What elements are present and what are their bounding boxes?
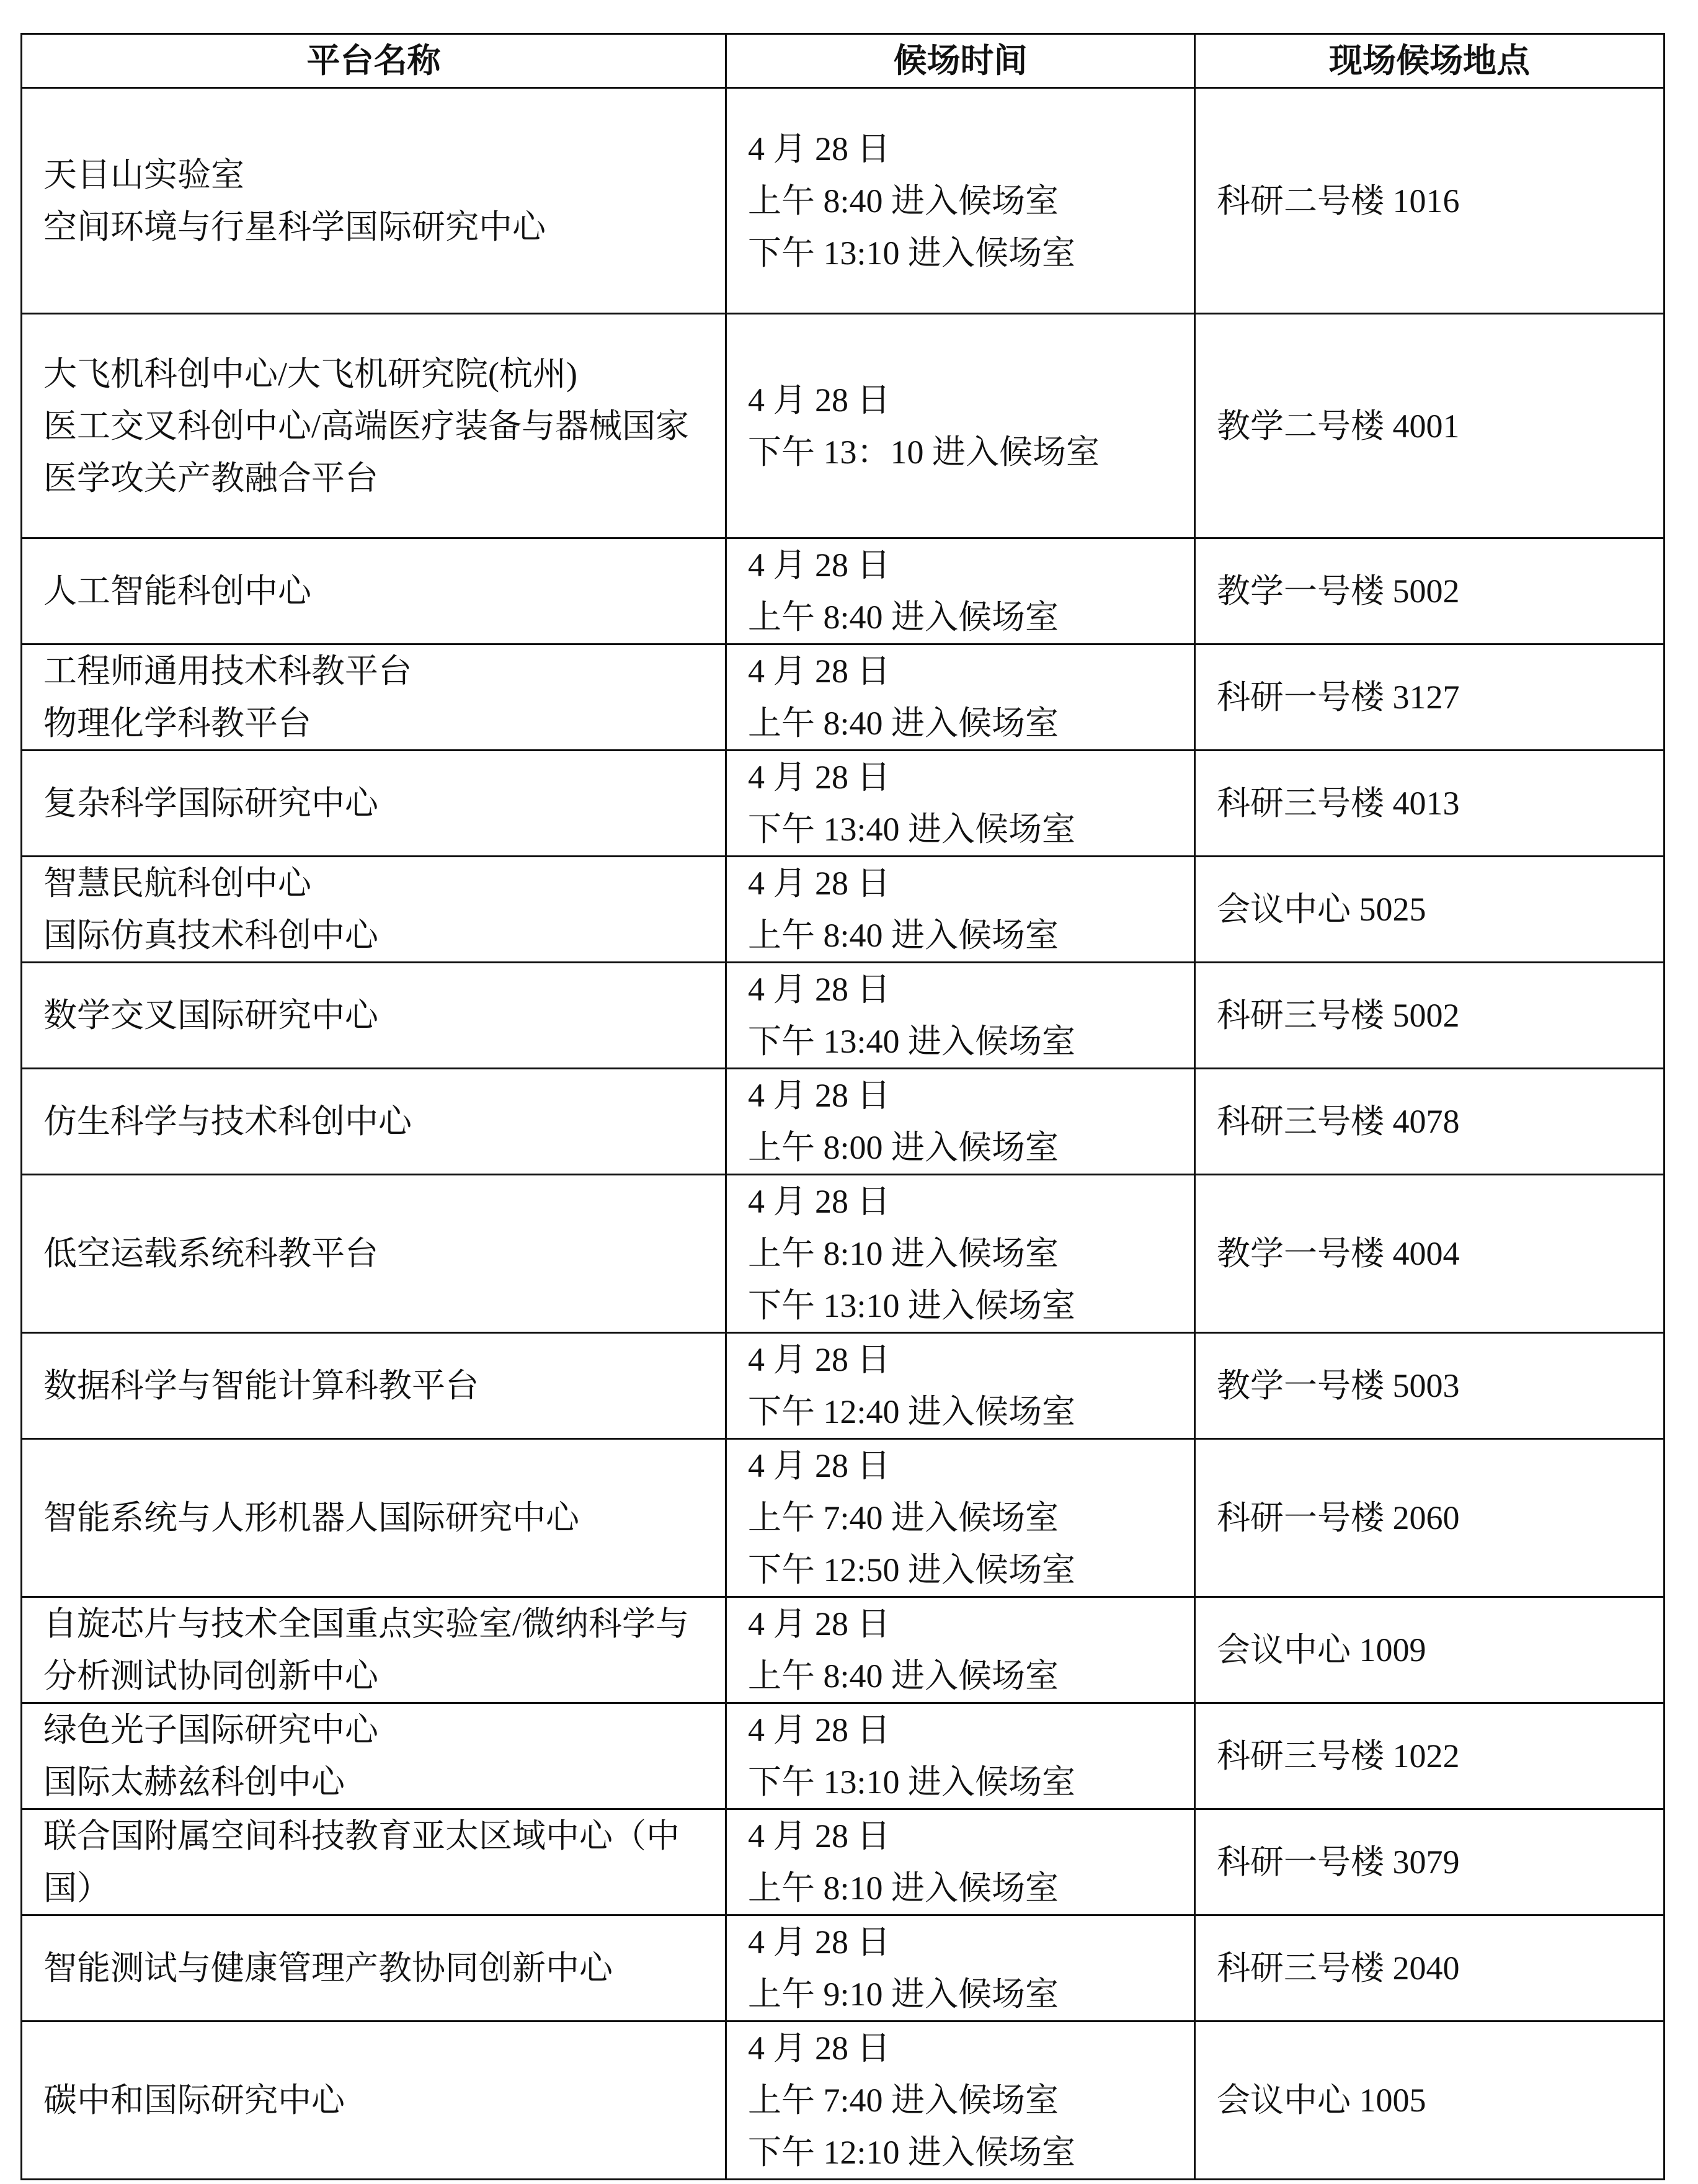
waiting-time-cell-line: 下午 12:10 进入候场室: [748, 2134, 1076, 2171]
waiting-time-cell-line: 4 月 28 日: [748, 865, 891, 902]
waiting-location-cell-line: 科研一号楼 3127: [1217, 679, 1460, 716]
table-row: [22, 1439, 1665, 1597]
header-waiting-location: 现场候场地点: [1195, 34, 1665, 88]
waiting-time-cell-line: 下午 13:10 进入候场室: [748, 234, 1076, 272]
waiting-time-cell-line: 上午 8:00 进入候场室: [748, 1129, 1059, 1166]
waiting-time-cell-line: 上午 8:40 进入候场室: [748, 599, 1059, 636]
waiting-time-cell-line: 上午 8:10 进入候场室: [748, 1235, 1059, 1272]
waiting-time-cell: [726, 1809, 1195, 1915]
waiting-location-cell: [1195, 1597, 1665, 1703]
table-row: [22, 2021, 1665, 2180]
table-row: [22, 1915, 1665, 2021]
platform-name-cell: [22, 751, 726, 857]
waiting-location-cell-line: 会议中心 1005: [1217, 2082, 1426, 2119]
waiting-time-cell-line: 4 月 28 日: [748, 1817, 891, 1855]
platform-name-cell-line: 智能系统与人形机器人国际研究中心: [43, 1499, 579, 1536]
waiting-time-cell: [726, 1333, 1195, 1439]
waiting-time-cell-line: 上午 8:10 进入候场室: [748, 1870, 1059, 1907]
table-row: [22, 88, 1665, 314]
waiting-time-cell: [726, 751, 1195, 857]
waiting-time-cell-line: 4 月 28 日: [748, 971, 891, 1008]
waiting-time-cell-line: 4 月 28 日: [748, 1183, 891, 1220]
platform-name-cell-line: 数据科学与智能计算科教平台: [43, 1367, 479, 1404]
waiting-time-cell: [726, 1915, 1195, 2021]
waiting-time-cell-line: 下午 13：10 进入候场室: [748, 433, 1100, 471]
platform-name-cell: [22, 1915, 726, 2021]
waiting-location-cell: [1195, 1809, 1665, 1915]
waiting-time-cell: [726, 963, 1195, 1069]
platform-name-cell-line: 空间环境与行星科学国际研究中心: [43, 208, 546, 246]
platform-name-cell: [22, 1703, 726, 1809]
waiting-time-cell-line: 上午 8:40 进入候场室: [748, 182, 1059, 220]
table-row: [22, 857, 1665, 963]
platform-name-cell: [22, 644, 726, 751]
waiting-location-cell-line: 教学一号楼 5002: [1217, 573, 1460, 610]
waiting-time-cell: [726, 88, 1195, 314]
platform-name-cell-line: 数学交叉国际研究中心: [43, 997, 378, 1034]
waiting-time-cell-line: 下午 13:10 进入候场室: [748, 1287, 1076, 1324]
platform-name-cell-line: 绿色光子国际研究中心: [43, 1711, 378, 1749]
waiting-time-cell: [726, 857, 1195, 963]
platform-name-cell: [22, 88, 726, 314]
waiting-time-cell-line: 4 月 28 日: [748, 653, 891, 690]
waiting-time-cell-line: 4 月 28 日: [748, 1341, 891, 1378]
platform-name-cell-line: 国际太赫兹科创中心: [43, 1763, 345, 1801]
waiting-time-cell-line: 上午 8:40 进入候场室: [748, 1657, 1059, 1695]
waiting-time-cell-line: 4 月 28 日: [748, 2030, 891, 2067]
waiting-time-cell-line: 下午 13:40 进入候场室: [748, 811, 1076, 848]
waiting-time-cell: [726, 1175, 1195, 1333]
waiting-location-cell: [1195, 1069, 1665, 1175]
waiting-time-cell: [726, 1597, 1195, 1703]
platform-name-cell: [22, 314, 726, 538]
platform-name-cell-line: 医工交叉科创中心/高端医疗装备与器械国家医学攻关产教融合平台: [43, 407, 690, 497]
platform-name-cell: [22, 1809, 726, 1915]
table-row: [22, 1175, 1665, 1333]
waiting-location-cell-line: 科研一号楼 2060: [1217, 1499, 1460, 1536]
waiting-time-cell-line: 4 月 28 日: [748, 1077, 891, 1114]
waiting-location-cell-line: 科研三号楼 2040: [1217, 1950, 1460, 1987]
platform-name-cell-line: 物理化学科教平台: [43, 705, 311, 742]
platform-name-cell-line: 智能测试与健康管理产教协同创新中心: [43, 1950, 613, 1987]
waiting-location-cell: [1195, 538, 1665, 644]
waiting-location-cell: [1195, 1175, 1665, 1333]
waiting-location-cell: [1195, 2021, 1665, 2180]
table-row: [22, 963, 1665, 1069]
table-header-row: [22, 34, 1665, 88]
table-row: [22, 1703, 1665, 1809]
waiting-time-cell-line: 4 月 28 日: [748, 759, 891, 796]
table-row: [22, 1069, 1665, 1175]
waiting-time-cell-line: 4 月 28 日: [748, 1711, 891, 1749]
waiting-location-cell: [1195, 857, 1665, 963]
waiting-location-cell: [1195, 314, 1665, 538]
waiting-location-cell-line: 教学一号楼 5003: [1217, 1367, 1460, 1404]
waiting-location-cell: [1195, 751, 1665, 857]
waiting-time-cell-line: 4 月 28 日: [748, 130, 891, 167]
platform-name-cell-line: 仿生科学与技术科创中心: [43, 1103, 412, 1140]
header-platform-name: 平台名称: [22, 34, 726, 88]
platform-name-cell: [22, 2021, 726, 2180]
waiting-location-cell: [1195, 644, 1665, 751]
waiting-location-cell-line: 科研三号楼 4013: [1217, 785, 1460, 822]
platform-name-cell-line: 人工智能科创中心: [43, 573, 311, 610]
platform-name-cell-line: 天目山实验室: [43, 156, 244, 194]
waiting-location-cell: [1195, 88, 1665, 314]
platform-name-cell-line: 碳中和国际研究中心: [43, 2082, 345, 2119]
waiting-time-cell-line: 下午 13:40 进入候场室: [748, 1023, 1076, 1060]
waiting-location-cell-line: 科研三号楼 4078: [1217, 1103, 1460, 1140]
platform-name-cell: [22, 857, 726, 963]
waiting-time-cell-line: 4 月 28 日: [748, 381, 891, 419]
platform-name-cell-line: 复杂科学国际研究中心: [43, 785, 378, 822]
waiting-time-cell-line: 4 月 28 日: [748, 1923, 891, 1961]
platform-name-cell-line: 国际仿真技术科创中心: [43, 917, 378, 954]
waiting-location-cell-line: 教学一号楼 4004: [1217, 1235, 1460, 1272]
waiting-time-cell: [726, 1703, 1195, 1809]
waiting-time-cell-line: 上午 8:40 进入候场室: [748, 705, 1059, 742]
waiting-location-cell-line: 科研二号楼 1016: [1217, 182, 1460, 220]
platform-name-cell: [22, 1333, 726, 1439]
waiting-time-cell-line: 下午 12:40 进入候场室: [748, 1393, 1076, 1430]
waiting-room-schedule-table: [20, 33, 1665, 2180]
platform-name-cell-line: 大飞机科创中心/大飞机研究院(杭州): [43, 355, 577, 393]
platform-name-cell: [22, 1175, 726, 1333]
waiting-location-cell-line: 科研三号楼 1022: [1217, 1737, 1460, 1775]
waiting-location-cell: [1195, 1703, 1665, 1809]
platform-name-cell: [22, 963, 726, 1069]
table-row: [22, 751, 1665, 857]
waiting-location-cell: [1195, 1439, 1665, 1597]
table-row: [22, 1333, 1665, 1439]
platform-name-cell-line: 自旋芯片与技术全国重点实验室/微纳科学与分析测试协同创新中心: [43, 1605, 690, 1695]
table-row: [22, 1809, 1665, 1915]
waiting-time-cell-line: 4 月 28 日: [748, 1605, 891, 1642]
waiting-location-cell-line: 科研一号楼 3079: [1217, 1843, 1460, 1881]
platform-name-cell-line: 低空运载系统科教平台: [43, 1235, 378, 1272]
waiting-time-cell-line: 上午 9:10 进入候场室: [748, 1976, 1059, 2013]
table-row: [22, 644, 1665, 751]
waiting-time-cell-line: 4 月 28 日: [748, 1447, 891, 1484]
waiting-location-cell-line: 会议中心 5025: [1217, 891, 1426, 928]
waiting-time-cell-line: 4 月 28 日: [748, 546, 891, 584]
waiting-time-cell: [726, 1439, 1195, 1597]
waiting-time-cell: [726, 314, 1195, 538]
waiting-location-cell: [1195, 1333, 1665, 1439]
waiting-location-cell-line: 教学二号楼 4001: [1217, 407, 1460, 445]
platform-name-cell: [22, 538, 726, 644]
header-waiting-time: 候场时间: [726, 34, 1195, 88]
waiting-location-cell-line: 科研三号楼 5002: [1217, 997, 1460, 1034]
platform-name-cell: [22, 1439, 726, 1597]
waiting-time-cell-line: 下午 13:10 进入候场室: [748, 1763, 1076, 1801]
waiting-location-cell: [1195, 1915, 1665, 2021]
table-row: [22, 1597, 1665, 1703]
platform-name-cell-line: 工程师通用技术科教平台: [43, 653, 412, 690]
platform-name-cell: [22, 1069, 726, 1175]
waiting-time-cell-line: 下午 12:50 进入候场室: [748, 1551, 1076, 1589]
waiting-time-cell-line: 上午 7:40 进入候场室: [748, 2082, 1059, 2119]
platform-name-cell-line: 联合国附属空间科技教育亚太区域中心（中国）: [43, 1817, 680, 1907]
waiting-time-cell: [726, 2021, 1195, 2180]
waiting-time-cell: [726, 644, 1195, 751]
waiting-location-cell-line: 会议中心 1009: [1217, 1631, 1426, 1669]
platform-name-cell: [22, 1597, 726, 1703]
table-row: [22, 538, 1665, 644]
platform-name-cell-line: 智慧民航科创中心: [43, 865, 311, 902]
table-row: [22, 314, 1665, 538]
waiting-time-cell: [726, 1069, 1195, 1175]
waiting-location-cell: [1195, 963, 1665, 1069]
table-body: [22, 88, 1665, 2180]
waiting-time-cell-line: 上午 8:40 进入候场室: [748, 917, 1059, 954]
waiting-time-cell: [726, 538, 1195, 644]
waiting-time-cell-line: 上午 7:40 进入候场室: [748, 1499, 1059, 1536]
